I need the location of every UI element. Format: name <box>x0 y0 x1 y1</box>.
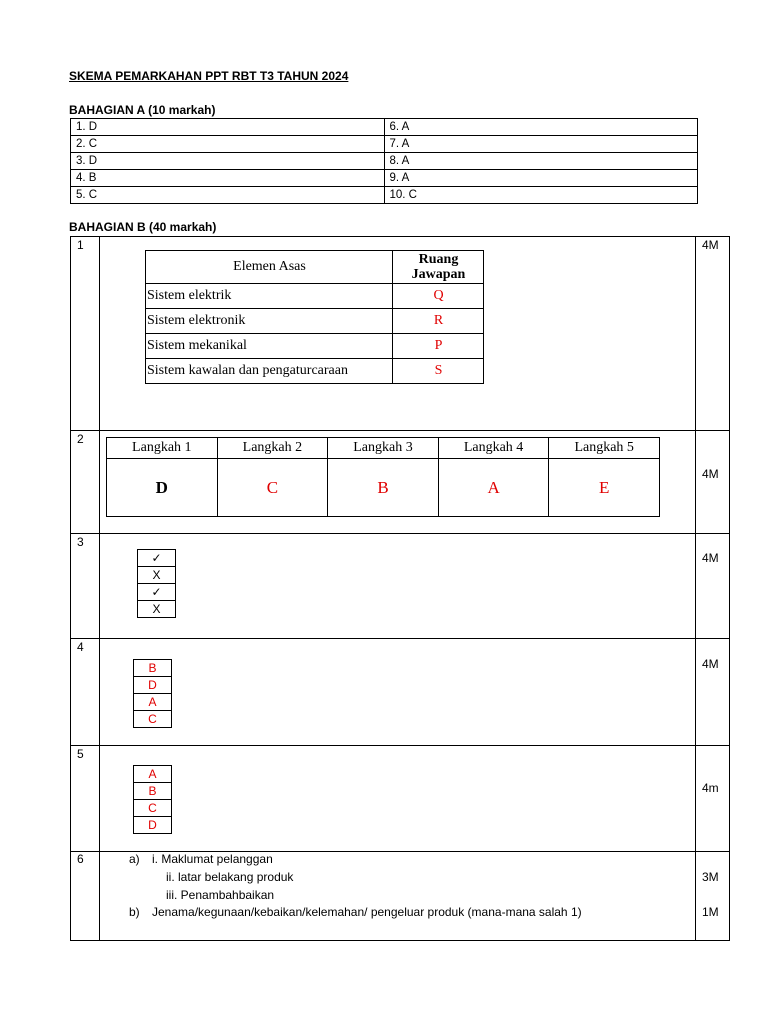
table-header-row <box>107 438 660 459</box>
check-cell: X <box>138 601 176 618</box>
question-mark: 4M <box>702 467 719 481</box>
element-cell: Sistem mekanikal <box>146 334 393 359</box>
answer-cell: 7. A <box>384 136 698 153</box>
element-cell: Sistem elektrik <box>146 284 393 309</box>
step-answer: E <box>549 459 660 517</box>
column-divider <box>99 236 100 941</box>
answer-cell: Q <box>393 284 484 309</box>
answer-cell: 3. D <box>71 153 385 170</box>
table-row <box>146 334 484 359</box>
check-cell: X <box>138 567 176 584</box>
table-row <box>138 601 176 618</box>
part-b-label: b) <box>129 905 140 919</box>
answer-cell: D <box>134 817 172 834</box>
answer-cell: 9. A <box>384 170 698 187</box>
table-row <box>71 170 698 187</box>
table-row <box>134 694 172 711</box>
answer-cell: B <box>134 783 172 800</box>
table-row <box>138 550 176 567</box>
q2-steps-table <box>106 437 660 517</box>
step-header: Langkah 3 <box>328 438 439 459</box>
step-header: Langkah 4 <box>438 438 549 459</box>
q3-answer-column <box>137 549 176 618</box>
answer-cell: A <box>134 694 172 711</box>
section-a-answer-table <box>70 118 698 204</box>
part-a-label: a) <box>129 852 140 866</box>
table-row <box>134 677 172 694</box>
table-row <box>107 459 660 517</box>
row-divider <box>70 430 730 431</box>
element-cell: Sistem elektronik <box>146 309 393 334</box>
question-number: 2 <box>77 432 84 446</box>
section-b-heading: BAHAGIAN B (40 markah) <box>69 220 217 234</box>
answer-cell: R <box>393 309 484 334</box>
table-row <box>71 187 698 204</box>
q4-answer-column <box>133 659 172 728</box>
part-a-line: i. Maklumat pelanggan <box>152 852 273 866</box>
answer-cell: 1. D <box>71 119 385 136</box>
table-row <box>134 711 172 728</box>
question-number: 3 <box>77 535 84 549</box>
header-cell: Ruang Jawapan <box>393 251 484 284</box>
table-row <box>134 766 172 783</box>
question-mark: 1M <box>702 905 719 919</box>
check-cell: ✓ <box>138 584 176 601</box>
step-header: Langkah 1 <box>107 438 218 459</box>
answer-cell: 5. C <box>71 187 385 204</box>
part-a-line: ii. latar belakang produk <box>166 870 294 884</box>
q5-answer-column <box>133 765 172 834</box>
question-mark: 4M <box>702 551 719 565</box>
row-divider <box>70 533 730 534</box>
table-row <box>138 567 176 584</box>
check-cell: ✓ <box>138 550 176 567</box>
step-answer: A <box>438 459 549 517</box>
table-row <box>146 284 484 309</box>
answer-cell: S <box>393 359 484 384</box>
answer-cell: 8. A <box>384 153 698 170</box>
table-row <box>146 309 484 334</box>
question-mark: 3M <box>702 870 719 884</box>
table-header-row <box>146 251 484 284</box>
row-divider <box>70 745 730 746</box>
part-b-text: Jenama/kegunaan/kebaikan/kelemahan/ pengeluar produk (mana-mana salah 1) <box>152 905 582 919</box>
table-row <box>134 800 172 817</box>
table-row <box>71 153 698 170</box>
row-divider <box>70 638 730 639</box>
answer-cell: C <box>134 800 172 817</box>
answer-cell: C <box>134 711 172 728</box>
step-header: Langkah 5 <box>549 438 660 459</box>
table-row <box>134 817 172 834</box>
answer-cell: 6. A <box>384 119 698 136</box>
answer-cell: 10. C <box>384 187 698 204</box>
question-mark: 4m <box>702 781 719 795</box>
element-cell: Sistem kawalan dan pengaturcaraan <box>146 359 393 384</box>
question-mark: 4M <box>702 238 719 252</box>
table-row <box>138 584 176 601</box>
question-number: 5 <box>77 747 84 761</box>
question-mark: 4M <box>702 657 719 671</box>
answer-cell: 2. C <box>71 136 385 153</box>
section-a-heading: BAHAGIAN A (10 markah) <box>69 103 216 117</box>
table-row <box>146 359 484 384</box>
step-header: Langkah 2 <box>217 438 328 459</box>
page-title: SKEMA PEMARKAHAN PPT RBT T3 TAHUN 2024 <box>69 69 349 83</box>
question-number: 1 <box>77 238 84 252</box>
answer-cell: B <box>134 660 172 677</box>
answer-cell: P <box>393 334 484 359</box>
step-answer: B <box>328 459 439 517</box>
question-number: 6 <box>77 852 84 866</box>
answer-cell: 4. B <box>71 170 385 187</box>
question-number: 4 <box>77 640 84 654</box>
table-row <box>71 119 698 136</box>
table-row <box>134 783 172 800</box>
answer-cell: D <box>134 677 172 694</box>
header-cell: Elemen Asas <box>146 251 393 284</box>
table-row <box>71 136 698 153</box>
step-answer: C <box>217 459 328 517</box>
step-answer: D <box>107 459 218 517</box>
q1-element-table <box>145 250 484 384</box>
part-a-line: iii. Penambahbaikan <box>166 888 275 902</box>
answer-cell: A <box>134 766 172 783</box>
column-divider <box>695 236 696 941</box>
table-row <box>134 660 172 677</box>
